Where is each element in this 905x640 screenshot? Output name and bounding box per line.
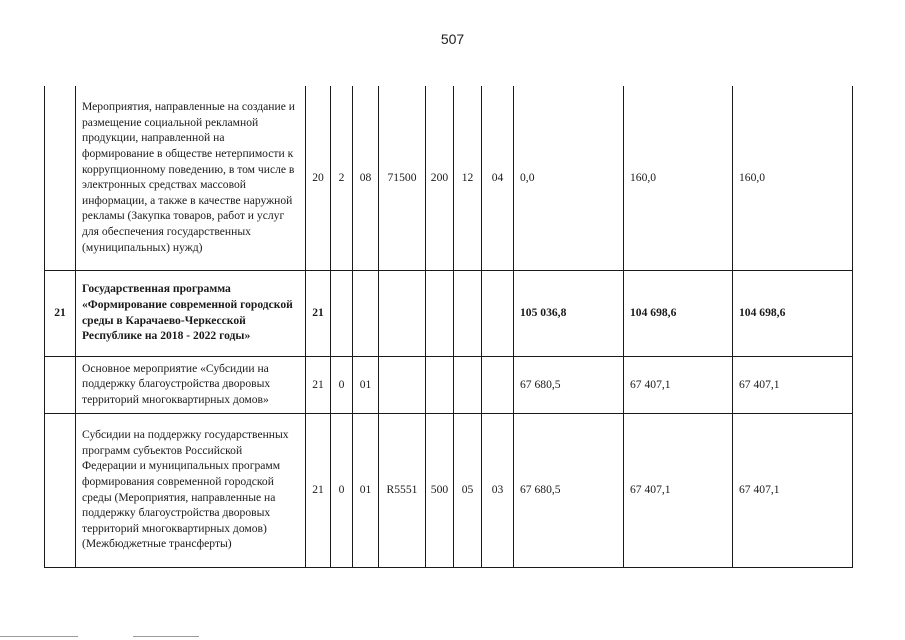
code-cell <box>353 270 379 356</box>
row-number-cell: 21 <box>45 270 76 356</box>
code-cell <box>426 356 454 413</box>
code-cell <box>454 356 482 413</box>
footer-divider <box>133 636 199 637</box>
row-name-cell: Государственная программа «Формирование современной городской среды в Карачаево-Черкесской Республике на 2018 - 2022 годы» <box>76 270 306 356</box>
code-cell: 21 <box>306 356 331 413</box>
code-cell: R5551 <box>379 413 426 567</box>
budget-table-container <box>44 86 852 568</box>
table-row <box>45 413 853 567</box>
amount-cell: 67 407,1 <box>733 413 853 567</box>
code-cell: 05 <box>454 413 482 567</box>
row-name-cell: Субсидии на поддержку государственных программ субъектов Российской Федерации и муниципальных программ формирования современной городской среды (Мероприятия, направленные на поддержку благоустройства дворовых территорий многоквартирных домов) (Межбюджетные трансферты) <box>76 413 306 567</box>
code-cell: 20 <box>306 86 331 270</box>
row-number-cell <box>45 86 76 270</box>
budget-table <box>44 86 853 568</box>
code-cell <box>482 356 514 413</box>
amount-cell: 104 698,6 <box>733 270 853 356</box>
amount-cell: 104 698,6 <box>624 270 733 356</box>
code-cell: 21 <box>306 413 331 567</box>
code-cell: 08 <box>353 86 379 270</box>
code-cell: 12 <box>454 86 482 270</box>
amount-cell: 67 680,5 <box>514 413 624 567</box>
amount-cell: 67 407,1 <box>624 413 733 567</box>
code-cell <box>454 270 482 356</box>
code-cell <box>482 270 514 356</box>
amount-cell: 160,0 <box>733 86 853 270</box>
code-cell: 0 <box>331 356 353 413</box>
table-row <box>45 270 853 356</box>
row-number-cell <box>45 413 76 567</box>
code-cell <box>331 270 353 356</box>
row-name-cell: Мероприятия, направленные на создание и размещение социальной рекламной продукции, направленной на формирование в обществе нетерпимости к коррупционному поведению, в том числе в электронных средствах массовой информации, а также в качестве наружной рекламы (Закупка товаров, работ и услуг для обеспечения государственных (муниципальных) нужд) <box>76 86 306 270</box>
amount-cell: 67 407,1 <box>624 356 733 413</box>
page-number: 507 <box>440 31 465 47</box>
code-cell: 2 <box>331 86 353 270</box>
amount-cell: 67 680,5 <box>514 356 624 413</box>
code-cell: 0 <box>331 413 353 567</box>
code-cell: 04 <box>482 86 514 270</box>
footer-divider <box>0 636 78 637</box>
code-cell <box>426 270 454 356</box>
row-number-cell <box>45 356 76 413</box>
code-cell: 01 <box>353 413 379 567</box>
code-cell: 01 <box>353 356 379 413</box>
code-cell: 200 <box>426 86 454 270</box>
code-cell: 500 <box>426 413 454 567</box>
code-cell <box>379 270 426 356</box>
code-cell: 71500 <box>379 86 426 270</box>
amount-cell: 160,0 <box>624 86 733 270</box>
amount-cell: 67 407,1 <box>733 356 853 413</box>
amount-cell: 105 036,8 <box>514 270 624 356</box>
amount-cell: 0,0 <box>514 86 624 270</box>
table-row <box>45 86 853 270</box>
row-name-cell: Основное мероприятие «Субсидии на поддержку благоустройства дворовых территорий многоквартирных домов» <box>76 356 306 413</box>
table-row <box>45 356 853 413</box>
code-cell: 03 <box>482 413 514 567</box>
code-cell: 21 <box>306 270 331 356</box>
code-cell <box>379 356 426 413</box>
